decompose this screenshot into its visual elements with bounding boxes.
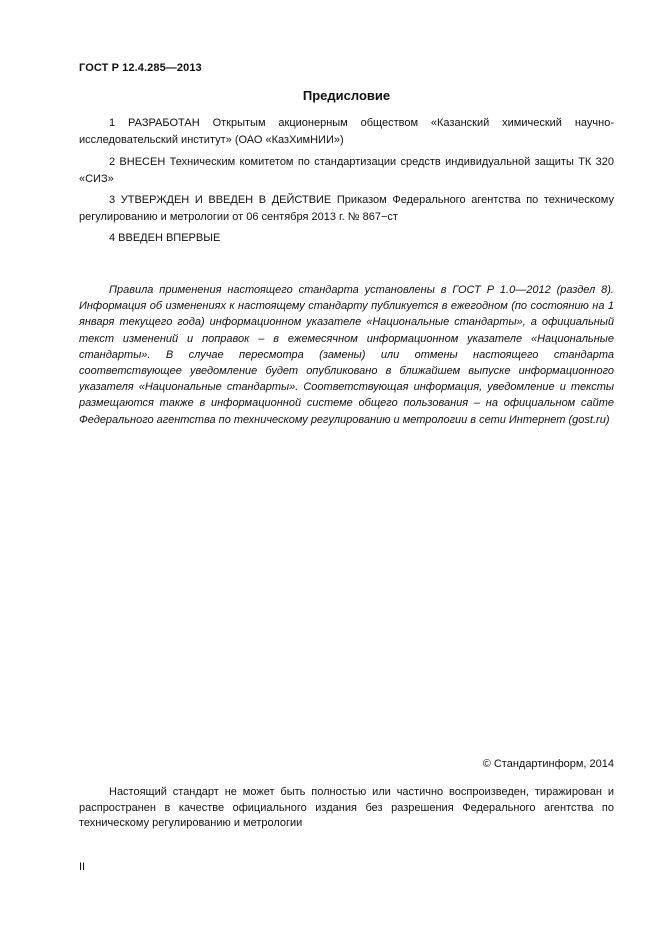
paragraph-first-introduced: 4 ВВЕДЕН ВПЕРВЫЕ [109, 232, 221, 244]
paragraph-approved: 3 УТВЕРЖДЕН И ВВЕДЕН В ДЕЙСТВИЕ Приказом Федерального агентства по техническому регулированию и метрологии от 06 сентября 2013 г. № 867−ст [79, 194, 614, 223]
application-rules-notice: Правила применения настоящего стандарта установлены в ГОСТ Р 1.0—2012 (раздел 8). Информация об изменениях к настоящему стандарту публикуется в ежегодном (по состоянию на 1 января текущего года) информационном указателе «Национальные стандарты», а официальный текст изменений и поправок – в ежемесячном информационном указателе «Национальные стандарты». В случае пересмотра (замены) или отмены настоящего стандарта соответствующее уведомление будет опубликовано в ближайшем выпуске информационного указателя «Национальные стандарты». Соответствующая информация, уведомление и тексты размещаются также в информационной системе общего пользования – на официальном сайте Федерального агентства по техническому регулированию и метрологии в сети Интернет (gost.ru) [79, 284, 614, 426]
copyright-line: © Стандартинформ, 2014 [482, 758, 614, 770]
page-title: Предисловие [302, 88, 391, 103]
paragraph-introduced-by: 2 ВНЕСЕН Техническим комитетом по стандартизации средств индивидуальной защиты ТК 320 «СИЗ» [79, 156, 614, 185]
reproduction-notice: Настоящий стандарт не может быть полностью или частично воспроизведен, тиражирован и распространен в качестве официального издания без разрешения Федерального агентства по техническому регулированию и метрологии [79, 786, 614, 829]
paragraph-developed-by: 1 РАЗРАБОТАН Открытым акционерным обществом «Казанский химический научно-исследовательский институт» (ОАО «КазХимНИИ») [79, 117, 614, 146]
page-number: II [79, 861, 86, 873]
standard-id-header: ГОСТ Р 12.4.285—2013 [79, 62, 202, 74]
